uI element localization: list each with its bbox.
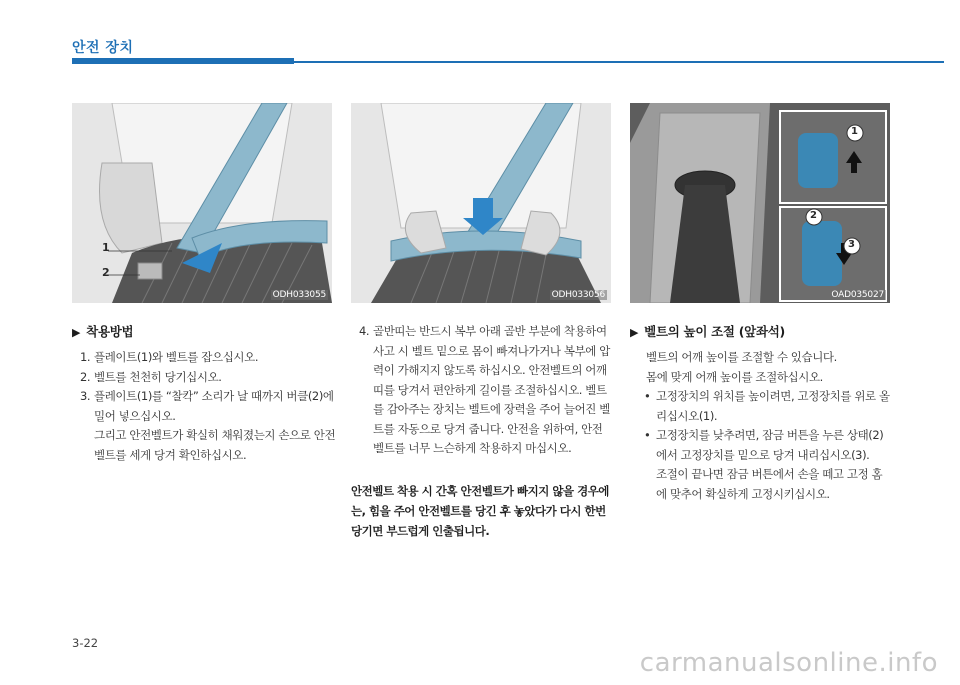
callout-1: 1 [102, 241, 110, 254]
callout-2: 2 [102, 266, 110, 279]
lap-belt-illustration [351, 103, 611, 303]
intro-line-2: 몸에 맞게 어깨 높이를 조절하십시오. [646, 369, 823, 384]
step-2: 2. 벨트를 천천히 당기십시오. [80, 369, 222, 384]
figure-code: OAD035027 [831, 290, 884, 300]
header-rule-thin [294, 61, 944, 63]
heading-fastening: ▶ 착용방법 [72, 324, 134, 339]
step-3-note: 그리고 안전벨트가 확실히 채워졌는지 손으로 안전벨트를 세게 당겨 확인하십시오. [94, 428, 336, 462]
figure-lap-belt [351, 103, 611, 303]
middle-column [351, 322, 613, 541]
triangle-icon: ▶ [630, 326, 639, 339]
bullet-raise: • 고정장치의 위치를 높이려면, 고정장치를 위로 올리십시오(1). [644, 389, 890, 423]
step-4: 4. 골반띠는 반드시 복부 아래 골반 부분에 착용하여 사고 시 벨트 밑으로 몸이 빠져나가거나 복부에 압력이 가해지지 않도록 하십시오. 안전벨트의 어깨띠를 당겨서 편안하게 길이를 조절하십시오. 벨트를 감아주는 장치는 벨트에 장력을 주어 늘어진 벨트를 자동으로 당겨 줍니다. 안전을 위하여, 안전벨트를 너무 느슨하게 착용하지 마십시오. [359, 324, 610, 455]
figure-fastening-belt [72, 103, 332, 303]
callout-3: 3 [848, 239, 855, 250]
header-rule-thick [72, 58, 294, 64]
warning-note: 안전벨트 착용 시 간혹 안전벨트가 빠지지 않을 경우에는, 힘을 주어 안전벨트를 당긴 후 놓았다가 다시 한번 당기면 부드럽게 인출됩니다. [351, 483, 609, 538]
step-1: 1. 플레이트(1)와 벨트를 잡으십시오. [80, 350, 259, 364]
watermark: carmanualsonline.info [639, 648, 938, 678]
section-title: 안전 장치 [72, 40, 134, 56]
step-3: 3. 플레이트(1)를 “찰칵” 소리가 날 때까지 버클(2)에 밀어 넣으십시오. [80, 389, 334, 423]
callout-1: 1 [851, 126, 858, 137]
figure-code: ODH033055 [272, 290, 326, 300]
page-number: 3-22 [72, 636, 99, 650]
heading-height-adjust: ▶ 벨트의 높이 조절 (앞좌석) [630, 324, 785, 339]
callout-2: 2 [810, 210, 817, 221]
triangle-icon: ▶ [72, 326, 81, 339]
intro-line-1: 벨트의 어깨 높이를 조절할 수 있습니다. [646, 350, 837, 364]
bullet-lower: • 고정장치를 낮추려면, 잠금 버튼을 누른 상태(2)에서 고정장치를 밑으로 당겨 내리십시오(3). [644, 428, 884, 462]
bullet-lower-note: 조절이 끝나면 잠금 버튼에서 손을 떼고 고정 홈에 맞추어 확실하게 고정시키십시오. [656, 467, 883, 501]
right-column [630, 322, 892, 504]
fastening-illustration [72, 103, 332, 303]
figure-code: ODH033056 [551, 290, 605, 300]
left-column [72, 322, 340, 465]
figure-height-adjust [630, 103, 890, 303]
